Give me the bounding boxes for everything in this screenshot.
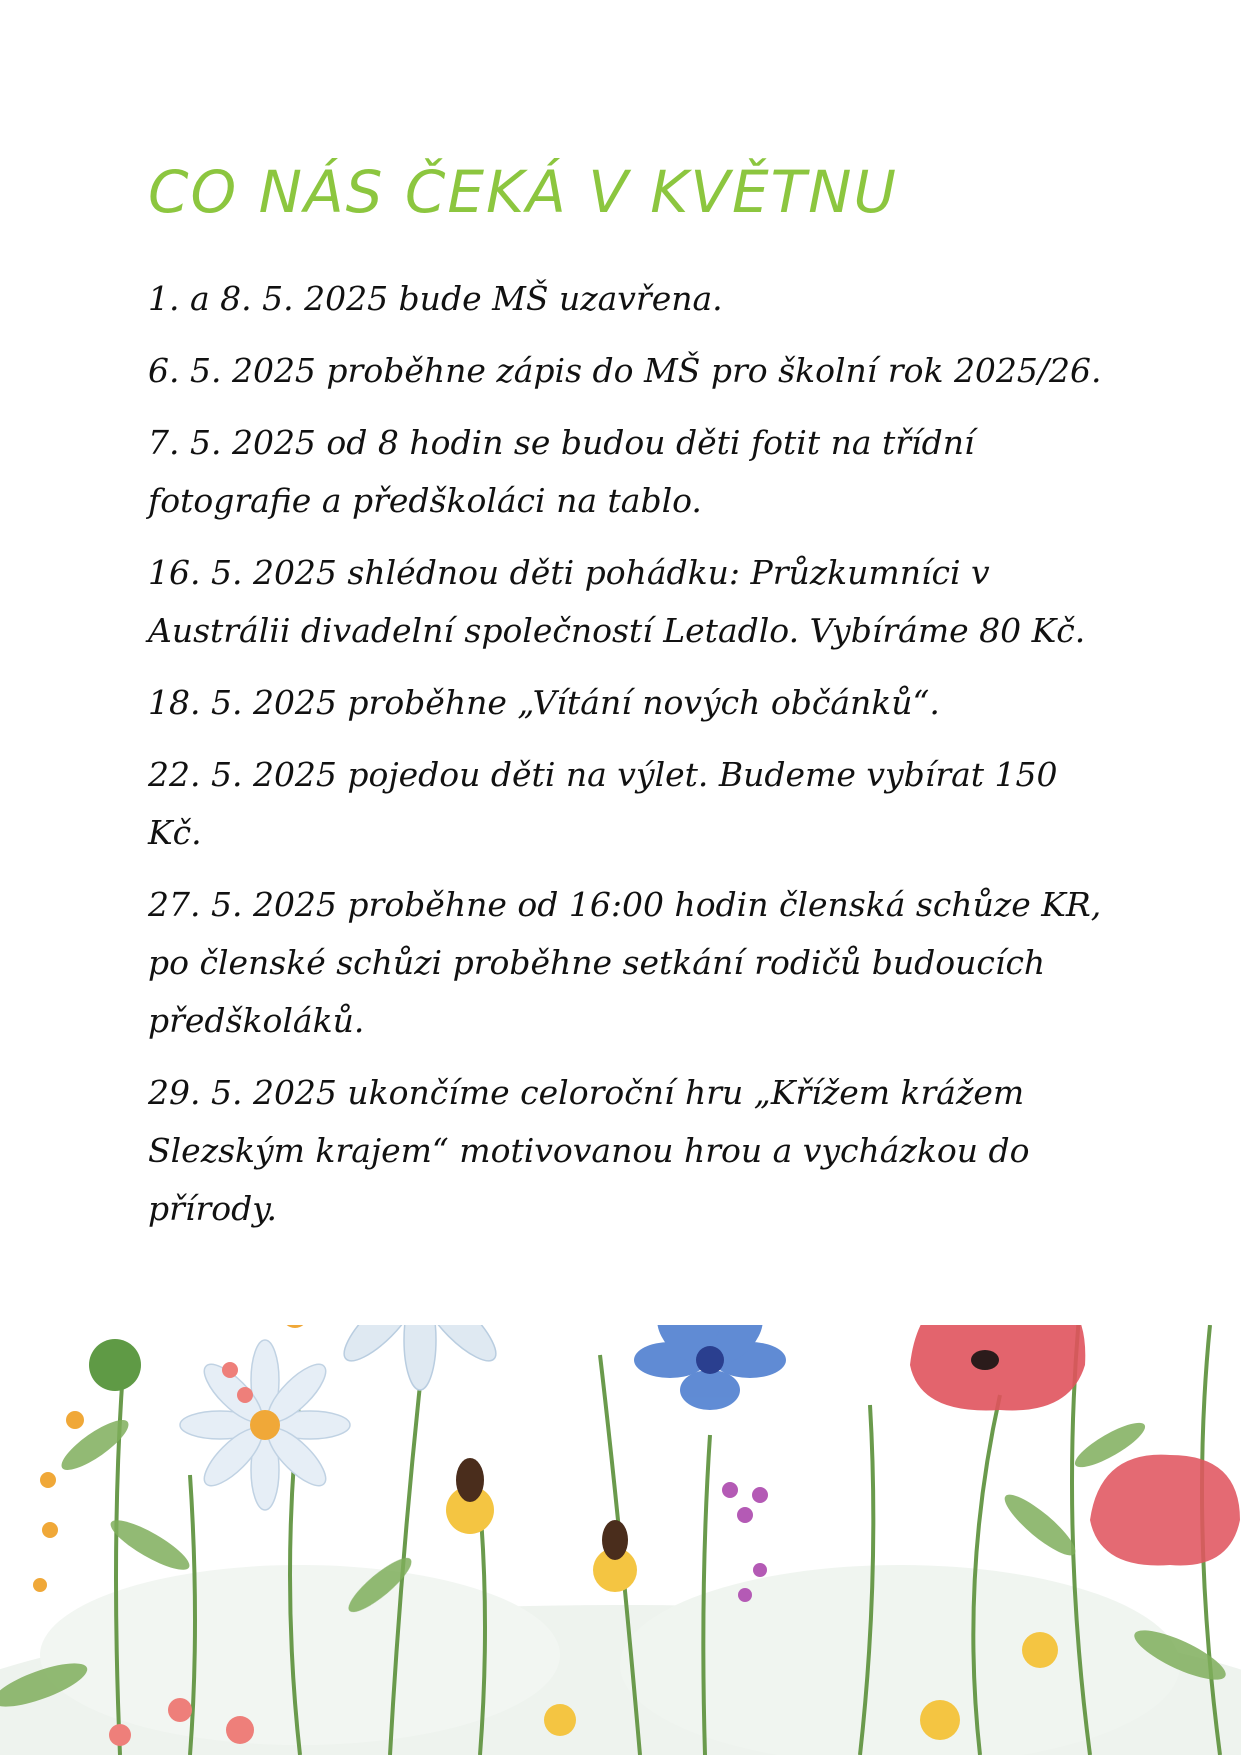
page-title: CO NÁS ČEKÁ V KVĚTNU [148, 158, 898, 226]
event-item: 29. 5. 2025 ukončíme celoroční hru „Křížem krážem Slezským krajem“ motivovanou hrou a vycházkou do přírody. [148, 1073, 1030, 1228]
event-item: 1. a 8. 5. 2025 bude MŠ uzavřena. [148, 279, 723, 318]
event-item: 16. 5. 2025 shlédnou děti pohádku: Průzkumníci v Austrálii divadelní společností Letadlo. Vybíráme 80 Kč. [148, 553, 1086, 650]
thistle-flower [70, 1325, 160, 1391]
event-list [148, 270, 1108, 1252]
cornflower-flower [634, 1325, 786, 1410]
event-item: 6. 5. 2025 proběhne zápis do MŠ pro školní rok 2025/26. [148, 351, 1102, 390]
poppy-flower [1090, 1455, 1240, 1566]
white-daisy-flower [180, 1340, 350, 1510]
event-item: 18. 5. 2025 proběhne „Vítání nových občánků“. [148, 683, 940, 722]
white-daisy-flower [315, 1325, 525, 1390]
poppy-flower [910, 1325, 1085, 1410]
event-item: 7. 5. 2025 od 8 hodin se budou děti fotit na třídní fotografie a předškoláci na tablo. [148, 423, 975, 520]
event-item: 22. 5. 2025 pojedou děti na výlet. Budeme vybírat 150 Kč. [148, 755, 1058, 852]
wildflower-illustration [0, 1325, 1241, 1755]
event-item: 27. 5. 2025 proběhne od 16:00 hodin členská schůze KR, po členské schůzi proběhne setkání rodičů budoucích předškoláků. [148, 885, 1102, 1040]
